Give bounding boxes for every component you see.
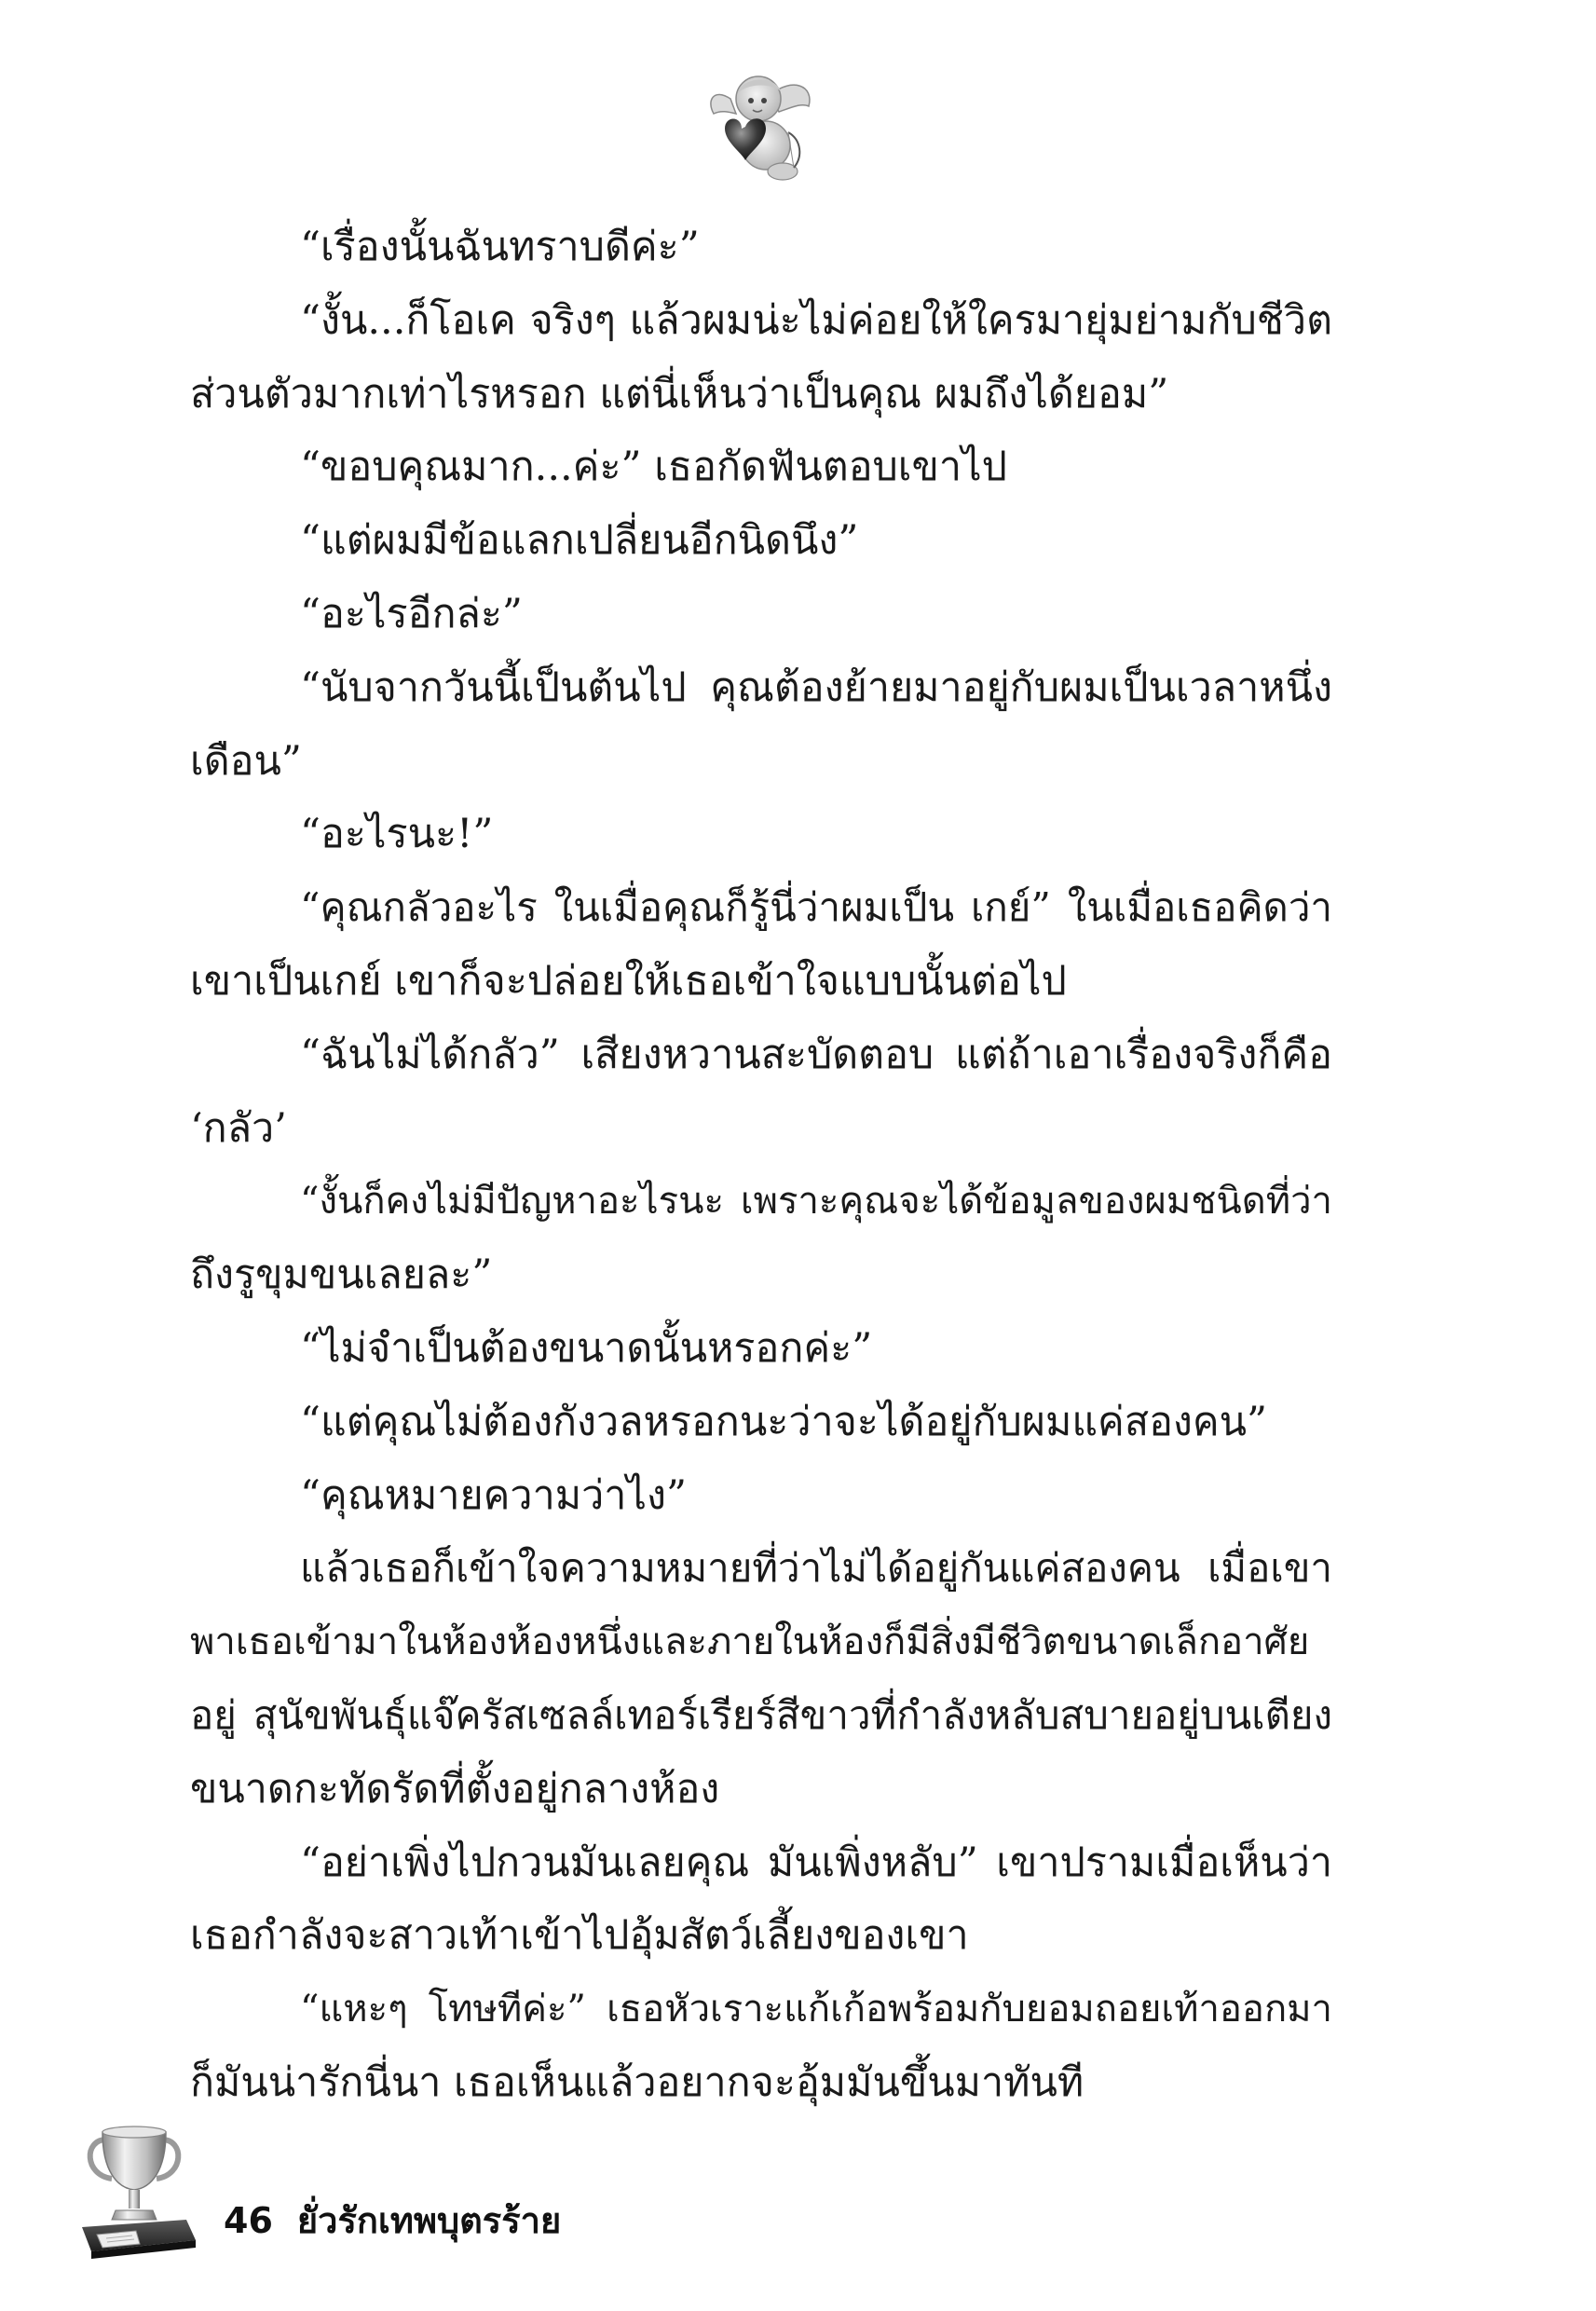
text-line: ขนาดกะทัดรัดที่ตั้งอยู่กลางห้อง bbox=[190, 1765, 720, 1812]
story-text bbox=[190, 211, 1332, 2120]
text-line: “แต่ผมมีข้อแลกเปลี่ยนอีกนิดนึง” bbox=[300, 517, 859, 565]
text-line: “คุณกลัวอะไร ในเมื่อคุณก็รู้นี่ว่าผมเป็น เกย์” ในเมื่อเธอคิดว่า bbox=[300, 884, 1332, 931]
trophy-icon bbox=[78, 2123, 199, 2263]
text-line: อยู่ สุนัขพันธุ์แจ๊ครัสเซลล์เทอร์เรียร์สีขาวที่กำลังหลับสบายอยู่บนเตียง bbox=[190, 1691, 1332, 1738]
text-line: “งั้น...ก็โอเค จริงๆ แล้วผมน่ะไม่ค่อยให้ใครมายุ่มย่ามกับชีวิต bbox=[300, 296, 1332, 344]
book-title: ยั่วรักเทพบุตรร้าย bbox=[296, 2200, 562, 2241]
cupid-heart-icon bbox=[704, 67, 816, 186]
text-line: “งั้นก็คงไม่มีปัญหาอะไรนะ เพราะคุณจะได้ข้อมูลของผมชนิดที่ว่า bbox=[300, 1180, 1332, 1224]
text-line: แล้วเธอก็เข้าใจความหมายที่ว่าไม่ได้อยู่กันแค่สองคน เมื่อเขา bbox=[300, 1545, 1332, 1592]
text-line: เธอกำลังจะสาวเท้าเข้าไปอุ้มสัตว์เลี้ยงของเขา bbox=[190, 1912, 969, 1960]
text-line: เขาเป็นเกย์ เขาก็จะปล่อยให้เธอเข้าใจแบบนั้นต่อไป bbox=[190, 957, 1067, 1005]
running-footer bbox=[224, 2192, 561, 2249]
text-line: “อย่าเพิ่งไปกวนมันเลยคุณ มันเพิ่งหลับ” เขาปรามเมื่อเห็นว่า bbox=[300, 1839, 1332, 1886]
text-line: เดือน” bbox=[190, 737, 302, 785]
text-line: “อะไรนะ!” bbox=[300, 811, 494, 858]
page-number: 46 bbox=[224, 2200, 273, 2241]
text-line: พาเธอเข้ามาในห้องห้องหนึ่งและภายในห้องก็มีสิ่งมีชีวิตขนาดเล็กอาศัย bbox=[190, 1620, 1310, 1664]
text-line: “ขอบคุณมาก...ค่ะ” เธอกัดฟันตอบเขาไป bbox=[300, 444, 1007, 491]
page-footer bbox=[78, 2123, 637, 2263]
text-line: “แหะๆ โทษทีค่ะ” เธอหัวเราะแก้เก้อพร้อมกับยอมถอยเท้าออกมา bbox=[300, 1988, 1332, 2031]
text-line: ถึงรูขุมขนเลยละ” bbox=[190, 1251, 493, 1299]
text-line: “แต่คุณไม่ต้องกังวลหรอกนะว่าจะได้อยู่กับผมแค่สองคน” bbox=[300, 1398, 1268, 1445]
text-line: “อะไรอีกล่ะ” bbox=[300, 590, 523, 637]
text-line: “เรื่องนั้นฉันทราบดีค่ะ” bbox=[300, 224, 700, 270]
text-line: “ฉันไม่ได้กลัว” เสียงหวานสะบัดตอบ แต่ถ้าเอาเรื่องจริงก็คือ bbox=[300, 1031, 1332, 1078]
text-line: ส่วนตัวมากเท่าไรหรอก แต่นี่เห็นว่าเป็นคุณ ผมถึงได้ยอม” bbox=[190, 370, 1169, 417]
text-line: “นับจากวันนี้เป็นต้นไป คุณต้องย้ายมาอยู่กับผมเป็นเวลาหนึ่ง bbox=[300, 663, 1332, 711]
text-line: ‘กลัว’ bbox=[190, 1104, 287, 1152]
text-line: ก็มันน่ารักนี่นา เธอเห็นแล้วอยากจะอุ้มมันขึ้นมาทันที bbox=[190, 2058, 1084, 2106]
text-line: “ไม่จำเป็นต้องขนาดนั้นหรอกค่ะ” bbox=[300, 1324, 873, 1372]
text-line: “คุณหมายความว่าไง” bbox=[300, 1471, 687, 1519]
